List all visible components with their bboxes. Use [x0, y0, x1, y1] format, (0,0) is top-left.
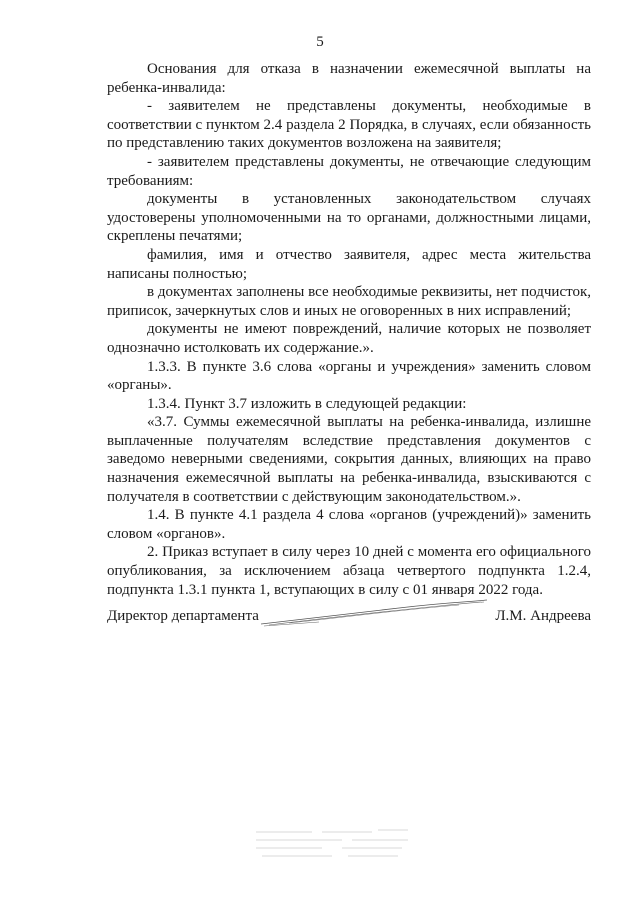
- signature-block: [107, 598, 591, 638]
- paragraph: документы не имеют повреждений, наличие которых не позволяет однозначно истолковать их содержание.».: [107, 321, 591, 356]
- paragraph: «3.7. Суммы ежемесячной выплаты на ребенка-инвалида, излишне выплаченные получателям вследствие представления документов с заведомо неверными сведениями, сокрытия данных, влияющих на право назначения ежемесячной выплаты на ребенка-инвалида, взыскиваются с получателя в соответствии с действующим законодательством.».: [107, 414, 591, 505]
- paragraph: 1.4. В пункте 4.1 раздела 4 слова «органов (учреждений)» заменить словом «органов».: [107, 507, 591, 542]
- paragraph: 1.3.3. В пункте 3.6 слова «органы и учреждения» заменить словом «органы».: [107, 358, 591, 394]
- paragraph: - заявителем не представлены документы, необходимые в соответствии с пунктом 2.4 раздела 2 Порядка, в случаях, если обязанность по представлению таких документов возложена на заявителя;: [107, 98, 591, 152]
- paragraph: документы в установленных законодательством случаях удостоверены уполномоченными на то органами, должностными лицами, скреплены печатями;: [107, 191, 591, 245]
- paragraph: - заявителем представлены документы, не отвечающие следующим требованиям:: [107, 153, 591, 189]
- paragraph: в документах заполнены все необходимые реквизиты, нет подчисток, приписок, зачеркнутых слов и иных не оговоренных в них исправлений;: [107, 284, 591, 319]
- signatory-name: Л.М. Андреева: [495, 608, 591, 624]
- paragraph: 1.3.4. Пункт 3.7 изложить в следующей редакции:: [147, 395, 467, 412]
- page-number: 5: [316, 34, 324, 50]
- signatory-title: Директор департамента: [107, 608, 259, 624]
- faint-stamp-icon: [252, 826, 412, 866]
- handwritten-signature-icon: [259, 598, 489, 630]
- paragraph: Основания для отказа в назначении ежемесячной выплаты на ребенка-инвалида:: [107, 61, 591, 96]
- document-body: [107, 60, 591, 599]
- paragraph: 2. Приказ вступает в силу через 10 дней с момента его официального опубликования, за исключением абзаца четвертого подпункта 1.2.4, подпункта 1.3.1 пункта 1, вступающих в силу с 01 января 2022 года.: [107, 544, 591, 598]
- paragraph: фамилия, имя и отчество заявителя, адрес места жительства написаны полностью;: [107, 246, 591, 282]
